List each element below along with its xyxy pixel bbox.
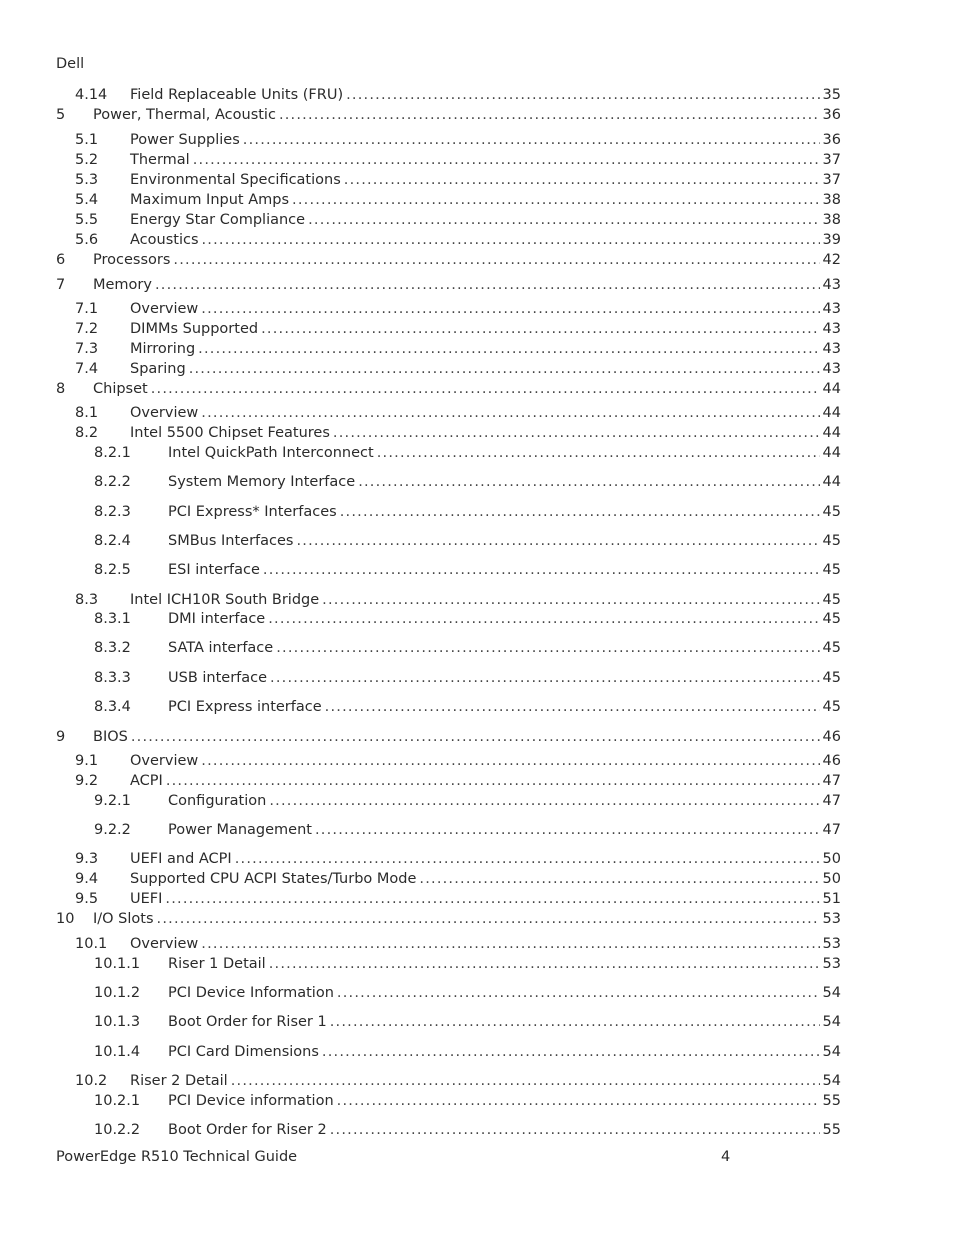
toc-entry-page: 47 (822, 793, 841, 809)
toc-entry-page: 42 (822, 252, 841, 268)
toc-leader-dots (165, 889, 819, 909)
toc-leader-dots (297, 531, 820, 551)
toc-entry-number: 7 (56, 277, 66, 293)
toc-leader-dots (322, 590, 819, 610)
toc-entry[interactable] (94, 443, 841, 463)
toc-leader-dots (269, 954, 820, 974)
toc-entry-page: 39 (822, 232, 841, 248)
toc-entry-page: 50 (822, 871, 841, 887)
toc-entry[interactable] (75, 423, 841, 443)
toc-entry[interactable] (75, 869, 841, 889)
toc-entry[interactable] (94, 560, 841, 580)
toc-leader-dots (157, 909, 820, 929)
toc-entry[interactable] (75, 210, 841, 230)
toc-entry-title: DMI interface (168, 611, 266, 627)
toc-entry-title: PCI Express* Interfaces (168, 504, 337, 520)
toc-entry[interactable] (94, 502, 841, 522)
toc-entry-page: 37 (822, 152, 841, 168)
toc-entry-number: 7.4 (75, 361, 99, 377)
toc-leader-dots (340, 502, 820, 522)
toc-leader-dots (276, 638, 819, 658)
toc-entry-number: 9.2.2 (94, 822, 131, 838)
toc-entry-title: ACPI (130, 773, 163, 789)
toc-entry-page: 43 (822, 321, 841, 337)
toc-entry-number: 9.2 (75, 773, 99, 789)
toc-entry-number: 9.2.1 (94, 793, 131, 809)
toc-leader-dots (193, 150, 820, 170)
toc-entry-number: 10.2.2 (94, 1122, 141, 1138)
toc-entry-title: Boot Order for Riser 1 (168, 1014, 327, 1030)
toc-entry-number: 5.2 (75, 152, 99, 168)
toc-entry-title: Overview (130, 301, 199, 317)
toc-entry-number: 10.2 (75, 1073, 108, 1089)
toc-entry-title: Thermal (130, 152, 190, 168)
toc-leader-dots (377, 443, 820, 463)
toc-entry-page: 50 (822, 851, 841, 867)
toc-entry-page: 45 (822, 592, 841, 608)
toc-entry-title: Memory (93, 277, 152, 293)
toc-leader-dots (235, 849, 820, 869)
toc-entry[interactable] (94, 1012, 841, 1032)
toc-entry-page: 36 (822, 107, 841, 123)
toc-entry-title: SMBus Interfaces (168, 533, 294, 549)
toc-entry-page: 44 (822, 474, 841, 490)
toc-entry[interactable] (75, 170, 841, 190)
toc-entry[interactable] (94, 954, 841, 974)
toc-entry-page: 38 (822, 212, 841, 228)
toc-entry[interactable] (94, 1042, 841, 1062)
toc-entry-page: 44 (822, 445, 841, 461)
toc-entry-page: 45 (822, 504, 841, 520)
toc-leader-dots (330, 1120, 820, 1140)
toc-entry-number: 8.2.5 (94, 562, 131, 578)
toc-entry-number: 5.1 (75, 132, 99, 148)
toc-leader-dots (155, 275, 820, 295)
toc-entry-number: 8.3.1 (94, 611, 131, 627)
toc-leader-dots (263, 560, 820, 580)
toc-entry-page: 47 (822, 822, 841, 838)
toc-leader-dots (131, 727, 820, 747)
toc-entry[interactable] (94, 983, 841, 1003)
toc-leader-dots (202, 230, 820, 250)
toc-entry[interactable] (75, 934, 841, 954)
toc-leader-dots (279, 105, 820, 125)
toc-entry-page: 53 (822, 936, 841, 952)
toc-entry[interactable] (94, 609, 841, 629)
toc-entry[interactable] (75, 403, 841, 423)
toc-entry-page: 47 (822, 773, 841, 789)
toc-entry[interactable] (75, 190, 841, 210)
toc-entry-page: 51 (822, 891, 841, 907)
toc-entry[interactable] (56, 727, 841, 747)
toc-leader-dots (268, 609, 819, 629)
toc-entry-number: 8 (56, 381, 66, 397)
toc-entry-title: Intel ICH10R South Bridge (130, 592, 320, 608)
toc-entry-title: Maximum Input Amps (130, 192, 290, 208)
toc-leader-dots (198, 339, 819, 359)
toc-entry-number: 5.5 (75, 212, 99, 228)
toc-leader-dots (243, 130, 820, 150)
toc-entry-page: 54 (822, 1014, 841, 1030)
toc-entry-page: 46 (822, 753, 841, 769)
toc-entry-title: UEFI (130, 891, 163, 907)
toc-entry-number: 8.2.3 (94, 504, 131, 520)
toc-entry[interactable] (56, 379, 841, 399)
toc-entry-number: 8.2.4 (94, 533, 131, 549)
toc-entry-number: 10.2.1 (94, 1093, 141, 1109)
toc-entry-number: 8.1 (75, 405, 99, 421)
toc-entry[interactable] (75, 130, 841, 150)
toc-entry-number: 5 (56, 107, 66, 123)
toc-entry-title: Chipset (93, 381, 148, 397)
toc-entry-title: Mirroring (130, 341, 196, 357)
toc-leader-dots (151, 379, 820, 399)
toc-entry[interactable] (75, 1071, 841, 1091)
toc-entry-number: 7.2 (75, 321, 99, 337)
toc-entry-title: Riser 1 Detail (168, 956, 266, 972)
toc-entry[interactable] (75, 299, 841, 319)
toc-entry-number: 7.3 (75, 341, 99, 357)
toc-entry[interactable] (75, 359, 841, 379)
toc-entry-number: 9 (56, 729, 66, 745)
toc-entry-number: 8.2 (75, 425, 99, 441)
toc-entry[interactable] (94, 638, 841, 658)
toc-entry-page: 44 (822, 425, 841, 441)
toc-leader-dots (261, 319, 819, 339)
toc-entry[interactable] (75, 339, 841, 359)
toc-leader-dots (330, 1012, 820, 1032)
toc-entry-page: 54 (822, 985, 841, 1001)
toc-leader-dots (337, 1091, 820, 1111)
toc-entry-number: 5.6 (75, 232, 99, 248)
toc-entry[interactable] (75, 319, 841, 339)
toc-entry[interactable] (75, 849, 841, 869)
toc-entry-title: Intel 5500 Chipset Features (130, 425, 330, 441)
page-header-company: Dell (56, 56, 85, 72)
toc-leader-dots (189, 359, 820, 379)
toc-entry[interactable] (75, 771, 841, 791)
toc-entry-page: 36 (822, 132, 841, 148)
toc-leader-dots (166, 771, 820, 791)
toc-entry-title: ESI interface (168, 562, 260, 578)
toc-leader-dots (269, 791, 819, 811)
toc-entry-title: Riser 2 Detail (130, 1073, 228, 1089)
toc-entry-number: 8.3.2 (94, 640, 131, 656)
toc-entry-title: Configuration (168, 793, 267, 809)
toc-entry[interactable] (75, 751, 841, 771)
toc-entry-title: PCI Device information (168, 1093, 334, 1109)
toc-entry-number: 8.2.1 (94, 445, 131, 461)
toc-entry[interactable] (56, 909, 841, 929)
toc-entry-number: 10.1.1 (94, 956, 141, 972)
toc-entry-page: 45 (822, 670, 841, 686)
toc-entry-page: 53 (822, 911, 841, 927)
toc-entry-title: SATA interface (168, 640, 274, 656)
toc-entry[interactable] (75, 889, 841, 909)
toc-entry[interactable] (94, 668, 841, 688)
toc-entry-title: Field Replaceable Units (FRU) (130, 87, 344, 103)
toc-leader-dots (315, 820, 820, 840)
toc-entry[interactable] (94, 531, 841, 551)
toc-entry[interactable] (56, 105, 841, 125)
toc-entry-number: 8.2.2 (94, 474, 131, 490)
toc-entry-number: 5.3 (75, 172, 99, 188)
toc-entry-title: Intel QuickPath Interconnect (168, 445, 374, 461)
toc-entry-title: UEFI and ACPI (130, 851, 232, 867)
toc-entry-number: 5.4 (75, 192, 99, 208)
footer-doc-title: PowerEdge R510 Technical Guide (56, 1149, 298, 1165)
toc-entry-title: Sparing (130, 361, 186, 377)
toc-entry-page: 45 (822, 640, 841, 656)
toc-entry[interactable] (94, 472, 841, 492)
toc-entry-title: DIMMs Supported (130, 321, 259, 337)
toc-entry-number: 4.14 (75, 87, 108, 103)
toc-entry[interactable] (94, 1120, 841, 1140)
toc-entry-number: 8.3.3 (94, 670, 131, 686)
toc-entry-title: PCI Device Information (168, 985, 334, 1001)
toc-entry-title: PCI Card Dimensions (168, 1044, 319, 1060)
toc-entry[interactable] (94, 820, 841, 840)
toc-entry-page: 55 (822, 1122, 841, 1138)
toc-entry-page: 53 (822, 956, 841, 972)
toc-entry-title: USB interface (168, 670, 268, 686)
toc-entry-title: Energy Star Compliance (130, 212, 306, 228)
toc-entry-page: 43 (822, 301, 841, 317)
toc-leader-dots (201, 403, 819, 423)
toc-leader-dots (337, 983, 820, 1003)
toc-leader-dots (419, 869, 819, 889)
toc-entry-page: 45 (822, 611, 841, 627)
toc-entry-title: System Memory Interface (168, 474, 356, 490)
toc-leader-dots (308, 210, 819, 230)
toc-entry-title: Overview (130, 936, 199, 952)
toc-entry-page: 54 (822, 1044, 841, 1060)
toc-leader-dots (344, 170, 820, 190)
footer-page-number: 4 (721, 1149, 731, 1165)
toc-entry-number: 10.1 (75, 936, 108, 952)
toc-entry-number: 9.5 (75, 891, 99, 907)
toc-entry[interactable] (94, 1091, 841, 1111)
toc-entry[interactable] (75, 85, 841, 105)
toc-entry-number: 10.1.3 (94, 1014, 141, 1030)
toc-entry-page: 55 (822, 1093, 841, 1109)
toc-entry-title: Power Management (168, 822, 312, 838)
toc-entry-title: Acoustics (130, 232, 199, 248)
toc-entry-number: 10 (56, 911, 75, 927)
toc-leader-dots (201, 934, 819, 954)
toc-leader-dots (201, 751, 819, 771)
toc-leader-dots (231, 1071, 820, 1091)
toc-leader-dots (346, 85, 819, 105)
toc-entry[interactable] (75, 590, 841, 610)
toc-entry-page: 43 (822, 341, 841, 357)
toc-entry-title: Power Supplies (130, 132, 240, 148)
toc-entry-page: 45 (822, 699, 841, 715)
toc-entry[interactable] (75, 150, 841, 170)
toc-entry[interactable] (56, 275, 841, 295)
toc-entry-number: 6 (56, 252, 66, 268)
toc-entry[interactable] (75, 230, 841, 250)
toc-leader-dots (322, 1042, 820, 1062)
toc-entry-page: 43 (822, 361, 841, 377)
toc-entry-page: 38 (822, 192, 841, 208)
toc-entry-page: 37 (822, 172, 841, 188)
toc-entry-number: 9.3 (75, 851, 99, 867)
toc-entry[interactable] (94, 697, 841, 717)
toc-entry-title: Boot Order for Riser 2 (168, 1122, 327, 1138)
toc-entry-page: 54 (822, 1073, 841, 1089)
toc-entry-number: 8.3 (75, 592, 99, 608)
toc-leader-dots (292, 190, 820, 210)
toc-entry-title: BIOS (93, 729, 128, 745)
toc-entry-page: 44 (822, 405, 841, 421)
toc-entry-title: Power, Thermal, Acoustic (93, 107, 276, 123)
toc-leader-dots (201, 299, 819, 319)
toc-entry-title: I/O Slots (93, 911, 154, 927)
toc-entry-number: 7.1 (75, 301, 99, 317)
toc-entry-number: 8.3.4 (94, 699, 131, 715)
toc-entry[interactable] (94, 791, 841, 811)
toc-entry-number: 9.1 (75, 753, 99, 769)
toc-entry-number: 9.4 (75, 871, 99, 887)
toc-entry-page: 43 (822, 277, 841, 293)
toc-entry-title: Overview (130, 753, 199, 769)
toc-entry-number: 10.1.2 (94, 985, 141, 1001)
toc-leader-dots (358, 472, 819, 492)
toc-leader-dots (325, 697, 820, 717)
toc-entry-page: 46 (822, 729, 841, 745)
toc-entry-title: Environmental Specifications (130, 172, 341, 188)
toc-entry-page: 35 (822, 87, 841, 103)
toc-leader-dots (270, 668, 820, 688)
toc-entry-page: 45 (822, 562, 841, 578)
toc-entry-title: Supported CPU ACPI States/Turbo Mode (130, 871, 417, 887)
toc-entry-page: 44 (822, 381, 841, 397)
toc-leader-dots (333, 423, 820, 443)
toc-entry-title: Overview (130, 405, 199, 421)
toc-entry-number: 10.1.4 (94, 1044, 141, 1060)
toc-entry-page: 45 (822, 533, 841, 549)
toc-leader-dots (173, 250, 819, 270)
toc-entry-title: Processors (93, 252, 171, 268)
toc-entry[interactable] (56, 250, 841, 270)
toc-entry-title: PCI Express interface (168, 699, 322, 715)
